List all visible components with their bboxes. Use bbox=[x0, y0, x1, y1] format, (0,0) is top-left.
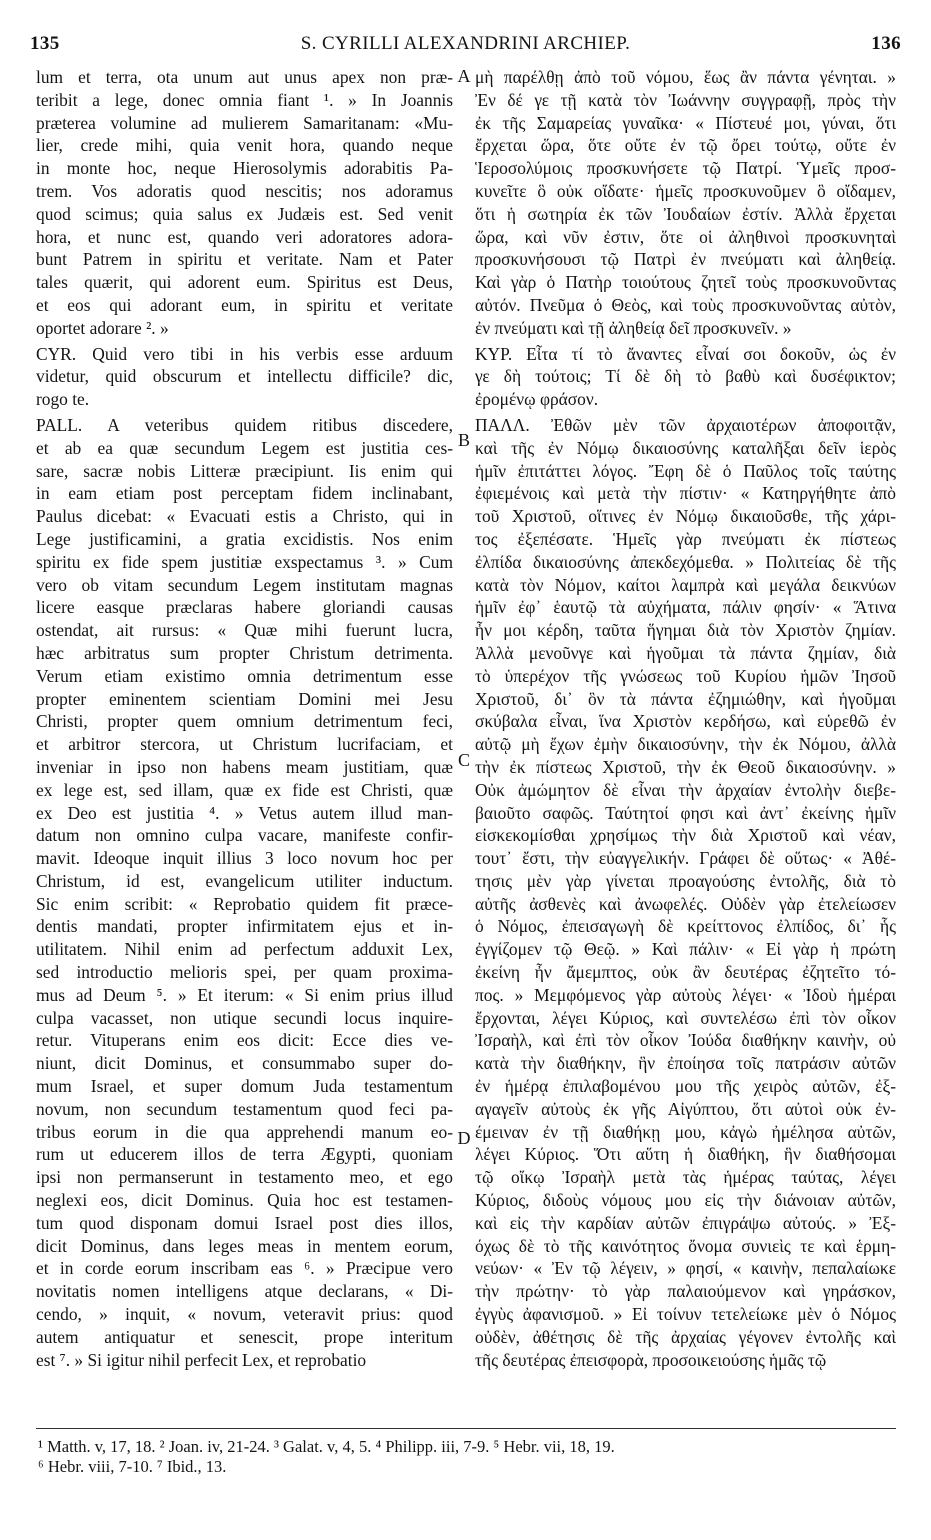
text-line: τῆς δευτέρας ἐπεισφορὰ, προσοικειούσης ἡμᾶς τῷ bbox=[475, 1349, 827, 1370]
text-line: ἡμῖν ἐπιτάττει λόγος. Ἔφη δὲ ὁ Παῦλος τοῖς ταύτης bbox=[475, 460, 896, 481]
text-line: lier, crede mihi, quia venit hora, quando neque bbox=[36, 135, 453, 156]
text-line: Ἐν δέ γε τῇ κατὰ τὸν Ἰωάννην συγγραφῇ, πρὸς τὴν bbox=[475, 89, 896, 110]
text-line: in eam etiam post perceptam fidem inclinabant, bbox=[36, 483, 453, 504]
text-line: autem antiquatur et senescit, prope interitum bbox=[36, 1326, 453, 1347]
text-line: ἐφιεμένοις καὶ μετὰ τὴν πίστιν· « Κατηργήθητε ἀπὸ bbox=[475, 483, 896, 504]
text-line: Paulus dicebat: « Evacuati estis a Christo, qui in bbox=[36, 506, 453, 527]
text-line: trem. Vos adoratis quod nescitis; nos adoramus bbox=[36, 180, 453, 201]
page-number-right: 136 bbox=[871, 33, 901, 54]
text-line: in monte hoc, neque Hierosolymis adorabitis Pa- bbox=[36, 158, 453, 179]
greek-column bbox=[475, 66, 896, 1371]
latin-column bbox=[36, 66, 453, 1371]
text-line: mum Israel, et super domum Juda testamentum bbox=[36, 1076, 453, 1097]
text-line: rum ut educerem illos de terra Ægypti, quoniam bbox=[36, 1144, 453, 1165]
text-line: ἐκ τῆς Σαμαρείας γυναῖκα· « Πίστευέ μοι, γύναι, ὅτι bbox=[475, 112, 896, 133]
text-line: ἦν μοι κέρδη, ταῦτα ἥγημαι διὰ τὸν Χριστὸν ζημίαν. bbox=[475, 620, 896, 641]
page-header bbox=[30, 33, 901, 59]
text-line: et ab ea quæ secundum Legem est justitia ces- bbox=[36, 437, 453, 458]
text-line: ἐν ἡμέρᾳ ἐπιλαβομένου μου τῆς χειρὸς αὐτῶν, ἐξ- bbox=[475, 1076, 896, 1097]
text-line: novum, non secundum testamentum quod feci pa- bbox=[36, 1098, 453, 1119]
text-line: teribit a lege, donec omnia fiant ¹. » In Joannis bbox=[36, 89, 453, 110]
text-line: et eos qui adorant eum, in spiritu et veritate bbox=[36, 294, 453, 315]
text-line: οὐδὲν, ἀθέτησις δὲ τῆς ἀρχαίας γέγονεν ἐντολῆς καὶ bbox=[475, 1326, 896, 1347]
text-line: vero ob vitam secundum Legem institutam magnas bbox=[36, 574, 453, 595]
text-line: culpa vacasset, non utique secundi locus inquire- bbox=[36, 1007, 453, 1028]
text-line: novitatis nomen intelligens atque declarans, « Di- bbox=[36, 1281, 453, 1302]
text-line: νεύων· « Ἐν τῷ λέγειν, » φησί, « καινὴν, πεπαλαίωκε bbox=[475, 1258, 896, 1279]
text-line: spiritu ex fide spem justitiæ exspectamus ³. » Cum bbox=[36, 551, 453, 572]
text-line: hora, et nunc est, quando veri adoratores adora- bbox=[36, 226, 453, 247]
text-line: Verum etiam existimo omnia detrimentum esse bbox=[36, 665, 453, 686]
text-line: έμειναν ἐν τῇ διαθήκῃ μου, κἀγὼ ἠμέλησα αὐτῶν, bbox=[475, 1121, 896, 1142]
text-line: præterea volumine ad mulierem Samaritanam: «Mu- bbox=[36, 112, 453, 133]
text-line: Κύριος, διδοὺς νόμους μου εἰς τὴν διάνοιαν αὐτῶν, bbox=[475, 1190, 896, 1211]
footnote-divider bbox=[36, 1428, 896, 1429]
text-line: cendo, » inquit, « novum, veteravit prius: quod bbox=[36, 1304, 453, 1325]
text-line: αγαγεῖν αὐτοὺς ἐκ γῆς Αἰγύπτου, ὅτι αὐτοὶ οὐκ ἐν- bbox=[475, 1098, 896, 1119]
section-marker-b: B bbox=[457, 430, 470, 450]
text-line: ipsi non permanserunt in testamento meo, et ego bbox=[36, 1167, 453, 1188]
text-line: κατὰ τὴν διαθήκην, ἣν ἐποίησα τοῖς πατράσιν αὐτῶν bbox=[475, 1053, 896, 1074]
text-line: mus ad Deum ⁵. » Et iterum: « Si enim prius illud bbox=[36, 984, 453, 1005]
text-line: licere easque præclaras habere gloriandi causas bbox=[36, 597, 453, 618]
text-line: ἐκείνη ἦν ἄμεμπτος, οὐκ ἂν δευτέρας ἐζητεῖτο τό- bbox=[475, 962, 896, 983]
text-line: καὶ τῆς ἐν Νόμῳ δικαιοσύνης καταλῆξαι δεῖν ἱερὸς bbox=[475, 437, 896, 458]
text-line: dicit Dominus, dans leges meas in mentem eorum, bbox=[36, 1235, 453, 1256]
text-line: τὴν πρώτην· τὸ γὰρ παλαιούμενον καὶ γηράσκον, bbox=[475, 1281, 896, 1302]
text-line: Οὐκ ἀμώμητον δὲ εἶναι τὴν ἀρχαίαν ἐντολὴν διεβε- bbox=[475, 779, 896, 800]
text-line: rogo te. bbox=[36, 389, 90, 410]
section-marker-c: C bbox=[457, 750, 470, 770]
text-line: ΠΑΛΛ. Ἐθῶν μὲν τῶν ἀρχαιοτέρων ἀποφοιτᾷν, bbox=[475, 414, 896, 435]
footnote-line: ⁶ Hebr. viii, 7-10. ⁷ Ibid., 13. bbox=[38, 1457, 227, 1476]
text-line: ostendat, ait rursus: « Quæ mihi fuerunt lucra, bbox=[36, 620, 453, 641]
text-line: ΚΥΡ. Εἶτα τί τὸ ἄναντες εἶναί σοι δοκοῦν, ὡς ἐν bbox=[475, 343, 896, 364]
text-line: ὁ Νόμος, ἐπεισαγωγὴ δὲ κρείττονος ἐλπίδος, δι᾽ ἧς bbox=[475, 916, 896, 937]
text-line: tales quærit, qui adorent eum. Spiritus est Deus, bbox=[36, 272, 453, 293]
text-line: καὶ εἰς τὴν καρδίαν αὐτῶν ἐπιγράψω αὐτούς. » Ἐξ- bbox=[475, 1212, 896, 1233]
text-line: κατὰ τὸν Νόμον, καίτοι λαμπρὰ καὶ μεγάλα δεικνύων bbox=[475, 574, 896, 595]
text-line: dentis mandati, propter infirmitatem ejus et in- bbox=[36, 916, 453, 937]
footnote-line: ¹ Matth. v, 17, 18. ² Joan. iv, 21-24. ³ Galat. v, 4, 5. ⁴ Philipp. iii, 7-9. ⁵ Hebr. vii, 18, 19. bbox=[38, 1437, 615, 1456]
running-title: S. CYRILLI ALEXANDRINI ARCHIEP. bbox=[300, 33, 631, 54]
footnotes bbox=[38, 1437, 896, 1477]
text-line: Sic enim scribit: « Reprobatio quidem fit præce- bbox=[36, 893, 453, 914]
text-line: μὴ παρέλθῃ ἀπὸ τοῦ νόμου, ἕως ἂν πάντα γένηται. » bbox=[475, 67, 896, 87]
page-number-left: 135 bbox=[30, 33, 60, 54]
text-line: πος. » Μεμφόμενος γὰρ αὐτοὺς λέγει· « Ἰδοὺ ἡμέραι bbox=[475, 984, 896, 1005]
text-line: et in corde eorum inscribam eas ⁶. » Præcipue vero bbox=[36, 1258, 453, 1279]
text-line: Καὶ γὰρ ὁ Πατὴρ τοιούτους ζητεῖ τοὺς προσκυνοῦντας bbox=[475, 272, 896, 293]
text-line: ὥρα, καὶ νῦν ἐστιν, ὅτε οἱ ἀληθινοὶ προσκυνηταὶ bbox=[475, 226, 896, 247]
text-line: Ἱεροσολύμοις προσκυνήσετε τῷ Πατρί. Ὑμεῖς προσ- bbox=[475, 158, 896, 179]
text-line: tribus eorum in die qua apprehendi manum eo- bbox=[36, 1121, 453, 1142]
text-line: est ⁷. » Si igitur nihil perfecit Lex, et reprobatio bbox=[36, 1349, 367, 1370]
text-line: τουτ᾽ ἔστι, τὴν εὐαγγελικήν. Γράφει δὲ οὕτως· « Ἀθέ- bbox=[475, 848, 896, 869]
text-line: κυνεῖτε ὃ οὐκ οἴδατε· ἡμεῖς προσκυνοῦμεν ὃ οἴδαμεν, bbox=[475, 180, 896, 201]
text-line: utilitatem. Nihil enim ad perfectum adduxit Lex, bbox=[36, 939, 453, 960]
text-line: ἡμῖν ἐφ᾽ ἑαυτῷ τὰ αὐχήματα, πάλιν φησίν· « Ἅτινα bbox=[475, 597, 896, 618]
text-line: tum quod disponam domui Israel post dies illos, bbox=[36, 1212, 453, 1233]
text-line: retur. Vituperans enim eos dicit: Ecce dies ve- bbox=[36, 1030, 453, 1051]
text-line: τοῦ Χριστοῦ, οἵτινες ἐν Νόμῳ δικαιοῦσθε, τῆς χάρι- bbox=[475, 506, 896, 527]
text-line: Christum, id est, evangelicum utiliter inductum. bbox=[36, 870, 453, 891]
text-line: ἐρομένῳ φράσον. bbox=[475, 389, 599, 410]
text-line: CYR. Quid vero tibi in his verbis esse arduum bbox=[36, 343, 453, 364]
text-line: τῷ οἴκῳ Ἰσραὴλ μετὰ τὰς ἡμέρας ταύτας, λέγει bbox=[475, 1167, 896, 1188]
text-line: videtur, quid obscurum et intellectu difficile? dic, bbox=[36, 366, 453, 387]
text-line: ἔρχεται ὥρα, ὅτε οὔτε ἐν τῷ ὄρει τούτῳ, οὔτε ἐν bbox=[475, 135, 896, 156]
text-line: αὐτῆς ἀσθενὲς καὶ ἀνωφελές. Οὐδὲν γὰρ ἐτελείωσεν bbox=[475, 893, 896, 914]
text-line: lum et terra, ota unum aut unus apex non præ- bbox=[36, 67, 453, 87]
text-line: sed introductio melioris spei, per quam proxima- bbox=[36, 962, 453, 983]
text-line: ἐν πνεύματι καὶ τῇ ἀληθείᾳ δεῖ προσκυνεῖν. » bbox=[475, 317, 792, 338]
text-line: αὐτῷ μὴ ἔχων ἐμὴν δικαιοσύνην, τὴν ἐκ Νόμου, ἀλλὰ bbox=[475, 734, 896, 755]
text-line: τὴν ἐκ πίστεως Χριστοῦ, τὴν ἐκ Θεοῦ δικαιοσύνην. » bbox=[475, 756, 896, 777]
text-line: ἐγγὺς ἀφανισμοῦ. » Εἰ τοίνυν τετελείωκε μὲν ὁ Νόμος bbox=[475, 1304, 896, 1325]
section-marker-a: A bbox=[457, 66, 471, 86]
text-line: ἐλπίδα δικαιοσύνης ἀπεκδεχόμεθα. » Πολιτείας δὲ τῆς bbox=[475, 551, 896, 572]
text-line: Lege justificamini, a gratia excidistis. Nos enim bbox=[36, 528, 453, 549]
text-line: βαιοῦτο σαφῶς. Ταύτητοί φησι καὶ ἀντ᾽ ἐκείνης ἡμῖν bbox=[475, 802, 896, 823]
text-line: quod scimus; quia salus ex Judæis est. Sed venit bbox=[36, 203, 453, 224]
text-line: εἰσκεκομίσθαι χρησίμως τὴν διὰ Χριστοῦ καὶ νέαν, bbox=[475, 825, 896, 846]
text-line: τὸ ὑπερέχον τῆς γνώσεως τοῦ Κυρίου ἡμῶν Ἰησοῦ bbox=[475, 665, 896, 686]
text-line: propter eminentem scientiam Domini mei Jesu bbox=[36, 688, 453, 709]
text-line: τος ἐξεπέσατε. Ἡμεῖς γὰρ πνεύματι ἐκ πίστεως bbox=[475, 528, 896, 549]
text-line: γε δὴ τούτοις; Τί δὲ δὴ τὸ βαθὺ καὶ δυσέφικτον; bbox=[475, 366, 896, 387]
text-line: et arbitror stercora, ut Christum lucrifaciam, et bbox=[36, 734, 453, 755]
text-line: προσκυνήσουσι τῷ Πατρὶ ἐν πνεύματι καὶ ἀληθείᾳ. bbox=[475, 249, 896, 270]
text-line: λέγει Κύριος. Ὅτι αὕτη ἡ διαθήκη, ἣν διαθήσομαι bbox=[475, 1144, 896, 1165]
text-line: bunt Patrem in spiritu et veritate. Nam et Pater bbox=[36, 249, 453, 270]
text-line: hæc arbitratus sum propter Christum detrimenta. bbox=[36, 642, 453, 663]
text-line: Christi, propter quem omnium detrimentum feci, bbox=[36, 711, 453, 732]
text-line: σκύβαλα εἶναι, ἵνα Χριστὸν κερδήσω, καὶ εὑρεθῶ ἐν bbox=[475, 711, 896, 732]
text-line: PALL. A veteribus quidem ritibus discedere, bbox=[36, 414, 453, 435]
text-line: Ἀλλὰ μενοῦνγε καὶ ἡγοῦμαι τὰ πάντα ζημίαν, διὰ bbox=[475, 642, 896, 663]
text-line: mavit. Ideoque inquit illius 3 loco novum hoc per bbox=[36, 848, 453, 869]
section-marker-d: D bbox=[457, 1128, 471, 1148]
text-line: όχως δὲ τὸ τῆς καινότητος ὄνομα συνιεὶς τε καὶ ἑρμη- bbox=[475, 1235, 896, 1256]
text-line: sare, sacræ nobis Litteræ præcipiunt. Iis enim qui bbox=[36, 460, 453, 481]
text-line: τησις μὲν γὰρ γίνεται προαγούσης ἐντολῆς, διὰ τὸ bbox=[475, 870, 896, 891]
text-line: ἐγγίζομεν τῷ Θεῷ. » Καὶ πάλιν· « Εἰ γὰρ ἡ πρώτη bbox=[475, 939, 896, 960]
text-line: datum non omnino culpa vacare, manifeste confir- bbox=[36, 825, 453, 846]
text-line: neglexi eos, dicit Dominus. Quia hoc est testamen- bbox=[36, 1190, 453, 1211]
text-line: αὐτόν. Πνεῦμα ὁ Θεὸς, καὶ τοὺς προσκυνοῦντας αὐτὸν, bbox=[475, 294, 896, 315]
text-line: ἔρχονται, λέγει Κύριος, καὶ συντελέσω ἐπὶ τὸν οἶκον bbox=[475, 1007, 896, 1028]
text-line: Ἰσραὴλ, καὶ ἐπὶ τὸν οἶκον Ἰούδα διαθήκην καινὴν, οὐ bbox=[475, 1030, 896, 1051]
text-line: inveniar in ipso non habens meam justitiam, quæ bbox=[36, 756, 453, 777]
text-line: ex Deo est justitia ⁴. » Vetus autem illud man- bbox=[36, 802, 453, 823]
text-line: ὅτι ἡ σωτηρία ἐκ τῶν Ἰουδαίων ἐστίν. Ἀλλὰ ἔρχεται bbox=[475, 203, 896, 224]
text-line: oportet adorare ². » bbox=[36, 317, 169, 338]
text-line: Χριστοῦ, δι᾽ ὃν τὰ πάντα ἐζημιώθην, καὶ ἡγοῦμαι bbox=[475, 688, 896, 709]
text-line: niunt, dicit Dominus, et consummabo super do- bbox=[36, 1053, 453, 1074]
text-line: ex lege est, sed illam, quæ ex fide est Christi, quæ bbox=[36, 779, 453, 800]
